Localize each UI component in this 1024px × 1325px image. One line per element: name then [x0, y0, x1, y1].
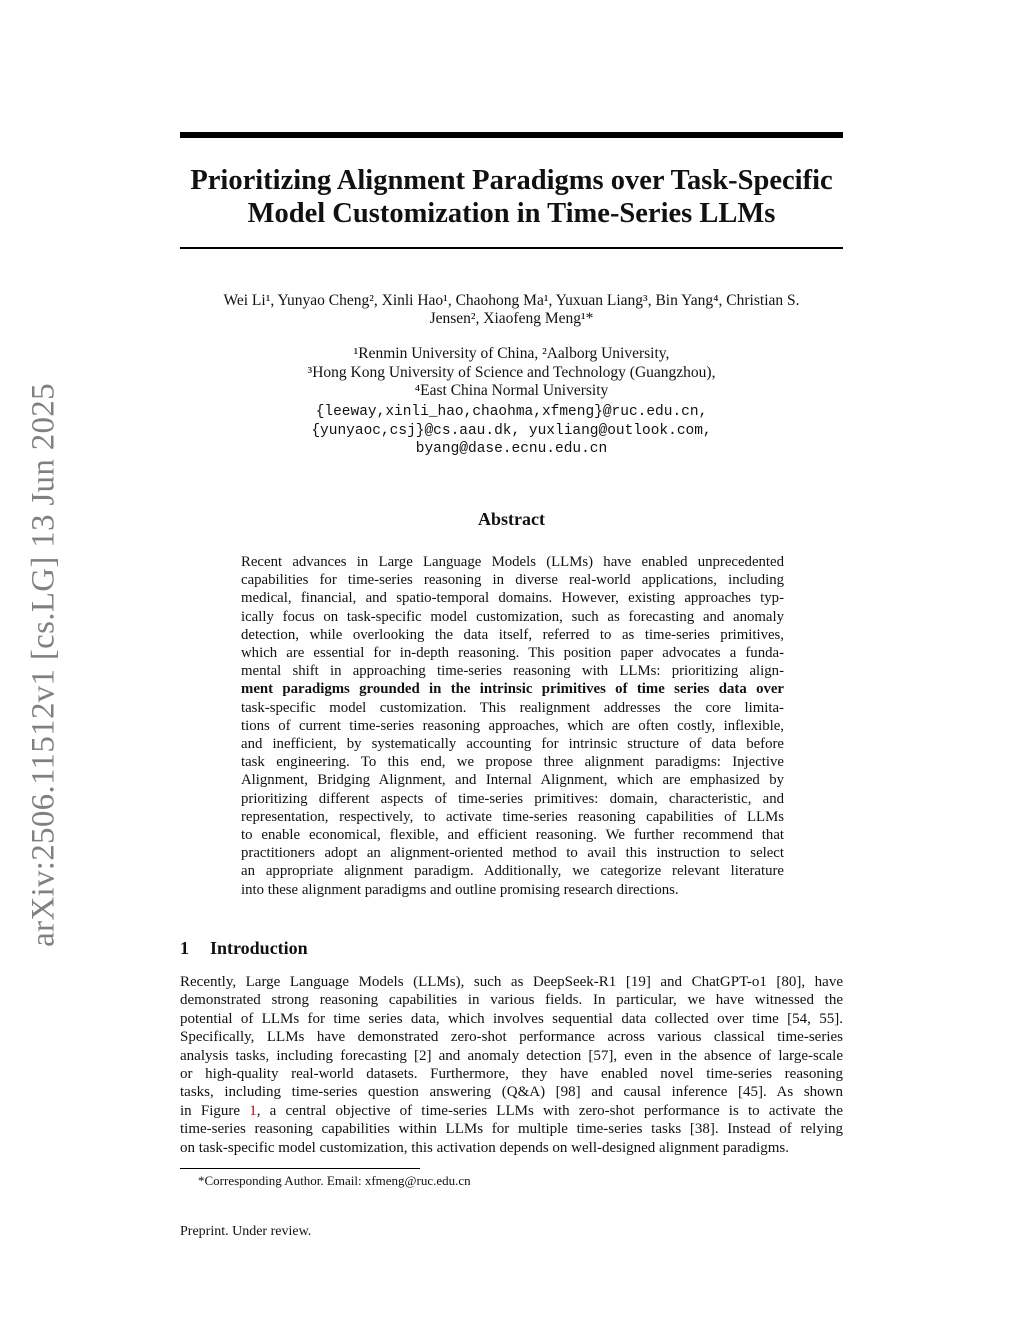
- abstract-heading: Abstract: [478, 509, 545, 529]
- email-line-3: byang@dase.ecnu.edu.cn: [415, 441, 608, 457]
- figure-reference-link[interactable]: 1: [249, 1102, 257, 1119]
- title-line-2: Model Customization in Time-Series LLMs: [247, 198, 776, 229]
- intro-line: demonstrated strong reasoning capabilities in various fields. In particular, we have witnessed the: [180, 992, 843, 1009]
- title-bottom-rule: [180, 247, 843, 249]
- abstract-line: medical, financial, and spatio-temporal domains. However, existing approaches typ-: [241, 590, 784, 607]
- preprint-note: Preprint. Under review.: [180, 1224, 312, 1239]
- abstract-line: into these alignment paradigms and outline promising research directions.: [241, 881, 679, 898]
- email-line-1: {leeway,xinli_hao,chaohma,xfmeng}@ruc.edu.cn,: [315, 404, 708, 420]
- intro-line: analysis tasks, including forecasting [2] and anomaly detection [57], even in the absence of large-scale: [180, 1047, 843, 1064]
- intro-line: on task-specific model customization, this activation depends on well-designed alignment paradigms.: [180, 1139, 790, 1156]
- abstract-line: representation, respectively, to activate time-series reasoning capabilities of LLMs: [241, 808, 784, 825]
- section-heading-introduction: [180, 938, 308, 959]
- affiliation-line-3: ⁴East China Normal University: [414, 382, 609, 399]
- abstract-line: practitioners adopt an alignment-oriented method to avail this instruction to select: [241, 845, 784, 862]
- paper-title: [170, 164, 853, 230]
- intro-line: or high-quality real-world datasets. Furthermore, they have enabled novel time-series reasoning: [180, 1066, 843, 1083]
- abstract-line: an appropriate alignment paradigm. Additionally, we categorize relevant literature: [241, 863, 784, 880]
- abstract-line: mental shift in approaching time-series reasoning with LLMs: prioritizing align-: [241, 663, 784, 680]
- abstract-body: [241, 553, 784, 899]
- abstract-line: detection, while overlooking the data itself, referred to as time-series primitives,: [241, 626, 784, 643]
- title-line-1: Prioritizing Alignment Paradigms over Task-Specific: [190, 165, 833, 196]
- affiliation-line-2: ³Hong Kong University of Science and Technology (Guangzhou),: [307, 363, 716, 381]
- authors-line-2: Jensen², Xiaofeng Meng¹*: [429, 310, 594, 327]
- abstract-line: tions of current time-series reasoning approaches, which are often costly, inflexible,: [241, 717, 784, 734]
- abstract-line: task-specific model customization. This realignment addresses the core limita-: [241, 699, 784, 716]
- intro-line: Specifically, LLMs have demonstrated zero-shot performance across various classical time-series: [180, 1029, 843, 1046]
- section-number: 1: [180, 938, 189, 958]
- footnote-rule: [180, 1168, 420, 1169]
- affiliations: [180, 345, 843, 401]
- affiliation-line-1: ¹Renmin University of China, ²Aalborg University,: [353, 345, 670, 362]
- abstract-line: prioritizing different aspects of time-series primitives: domain, characteristic, and: [241, 790, 784, 807]
- intro-line: potential of LLMs for time series data, which involves sequential data collected over time [54, 55].: [180, 1010, 843, 1027]
- abstract-line: task engineering. To this end, we propose three alignment paradigms: Injective: [241, 754, 784, 771]
- abstract-line: capabilities for time-series reasoning in diverse real-world applications, including: [241, 572, 784, 589]
- intro-line: Recently, Large Language Models (LLMs), such as DeepSeek-R1 [19] and ChatGPT-o1 [80], have: [180, 974, 843, 990]
- abstract-line: which are essential for in-depth reasoning. This position paper advocates a funda-: [241, 645, 784, 662]
- abstract-line: to enable economical, flexible, and efficient reasoning. We further recommend that: [241, 827, 784, 844]
- abstract-line: Recent advances in Large Language Models (LLMs) have enabled unprecedented: [241, 554, 784, 570]
- authors-line-1: Wei Li¹, Yunyao Cheng², Xinli Hao¹, Chaohong Ma¹, Yuxuan Liang³, Bin Yang⁴, Christian S.: [223, 292, 800, 309]
- abstract-line: ment paradigms grounded in the intrinsic primitives of time series data over: [241, 681, 784, 698]
- arxiv-identifier: arXiv:2506.11512v1 [cs.LG] 13 Jun 2025: [25, 383, 62, 947]
- email-line-2: {yunyaoc,csj}@cs.aau.dk, yuxliang@outlook.com,: [311, 422, 712, 439]
- author-list: [180, 292, 843, 328]
- intro-line: tasks, including time-series question answering (Q&A) [98] and causal inference [45]. As shown: [180, 1084, 843, 1101]
- section-title: Introduction: [210, 938, 308, 958]
- title-top-rule: [180, 132, 843, 138]
- author-emails: [180, 403, 843, 459]
- abstract-line: Alignment, Bridging Alignment, and Internal Alignment, which are emphasized by: [241, 772, 784, 789]
- corresponding-author-footnote: *Corresponding Author. Email: xfmeng@ruc.edu.cn: [198, 1173, 471, 1188]
- abstract-line: ically focus on task-specific model customization, such as forecasting and anomaly: [241, 608, 784, 625]
- intro-line: in Figure 1, a central objective of time-series LLMs with zero-shot performance is to activate the: [180, 1102, 843, 1119]
- introduction-body: [180, 973, 843, 1157]
- intro-line: time-series reasoning capabilities within LLMs for multiple time-series tasks [38]. Instead of relying: [180, 1121, 843, 1138]
- abstract-line: and inefficient, by systematically accounting for intrinsic structure of data before: [241, 736, 784, 753]
